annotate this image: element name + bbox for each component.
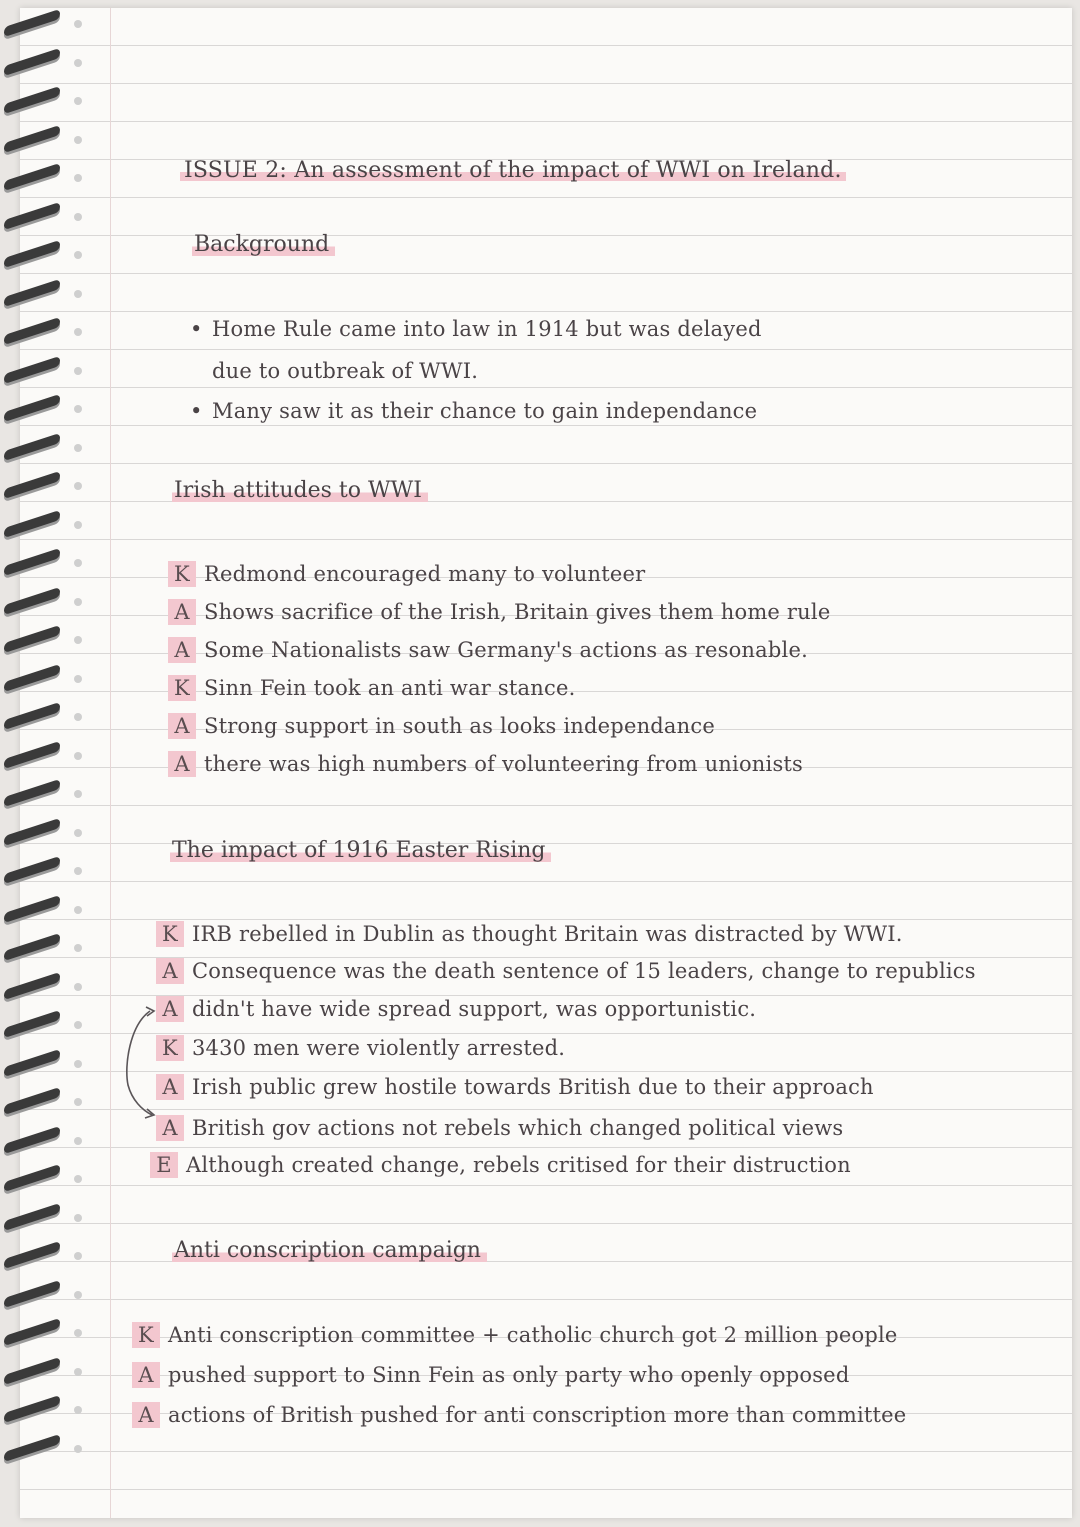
punch-hole [74,713,82,721]
spiral-ring [4,856,60,884]
spiral-ring [4,702,60,730]
analysis-marker: A [168,713,196,739]
analysis-marker: A [168,751,196,777]
punch-hole [74,752,82,760]
spiral-ring [4,240,60,268]
punch-hole [74,444,82,452]
punch-hole [74,906,82,914]
key-marker: K [156,921,184,947]
bullet-icon: • [190,317,203,341]
key-marker: K [168,561,196,587]
list-item-text: actions of British pushed for anti conscription more than committee [168,1403,907,1427]
list-item [168,561,645,587]
spiral-ring [4,586,60,614]
key-marker: K [132,1322,160,1348]
spiral-ring [4,779,60,807]
analysis-marker: A [168,599,196,625]
analysis-marker: A [132,1362,160,1388]
punch-hole [74,675,82,683]
punch-hole [74,790,82,798]
spiral-ring [4,278,60,306]
punch-hole [74,174,82,182]
spiral-ring [4,1279,60,1307]
list-item [168,751,803,777]
spiral-ring [4,625,60,653]
analysis-marker: A [156,996,184,1022]
punch-hole [74,1368,82,1376]
list-item-text: due to outbreak of WWI. [212,359,479,383]
punch-hole [74,559,82,567]
punch-hole [74,1252,82,1260]
punch-hole [74,636,82,644]
punch-hole [74,1175,82,1183]
spiral-ring [4,1356,60,1384]
list-item-text: Home Rule came into law in 1914 but was delayed [212,317,762,341]
punch-hole [74,1098,82,1106]
punch-hole [74,290,82,298]
spiral-ring [4,1164,60,1192]
punch-hole [74,1021,82,1029]
punch-hole [74,59,82,67]
punch-hole [74,251,82,259]
punch-hole [74,1060,82,1068]
spiral-ring [4,432,60,460]
spiral-ring [4,9,60,37]
punch-hole [74,521,82,529]
punch-hole [74,482,82,490]
list-item [156,1074,874,1100]
list-item [168,675,575,701]
section-heading-background: Background [192,232,335,258]
list-item [156,1115,843,1141]
spiral-ring [4,1125,60,1153]
punch-hole [74,1137,82,1145]
connector-arrow-icon [120,1005,160,1120]
spiral-ring [4,1318,60,1346]
punch-hole [74,1291,82,1299]
analysis-marker: A [132,1402,160,1428]
list-item [190,316,762,342]
spiral-ring [4,317,60,345]
punch-hole [74,20,82,28]
list-item-text: British gov actions not rebels which changed political views [192,1116,844,1140]
punch-hole [74,1214,82,1222]
spiral-ring [4,1202,60,1230]
page-title [180,158,846,184]
spiral-ring [4,663,60,691]
evaluation-marker: E [150,1152,178,1178]
punch-hole [74,1445,82,1453]
spiral-ring [4,163,60,191]
punch-hole [74,328,82,336]
section-heading-easter-rising: The impact of 1916 Easter Rising [170,838,551,864]
punch-hole [74,405,82,413]
spiral-binding [0,0,100,1527]
spiral-ring [4,124,60,152]
spiral-ring [4,509,60,537]
punch-hole [74,867,82,875]
list-item [132,1362,849,1388]
list-item-text: Irish public grew hostile towards British due to their approach [192,1075,874,1099]
list-item [156,958,976,984]
list-item [150,1152,851,1178]
spiral-ring [4,1395,60,1423]
punch-hole [74,983,82,991]
punch-hole [74,213,82,221]
punch-hole [74,944,82,952]
spiral-ring [4,740,60,768]
spiral-ring [4,1048,60,1076]
spiral-ring [4,1087,60,1115]
spiral-ring [4,971,60,999]
punch-hole [74,829,82,837]
list-item-text: Shows sacrifice of the Irish, Britain gives them home rule [204,600,831,624]
list-item [156,996,756,1022]
list-item-text: 3430 men were violently arrested. [192,1036,566,1060]
margin-line [110,8,111,1518]
section-heading-irish-attitudes: Irish attitudes to WWI [172,478,428,504]
punch-hole [74,97,82,105]
key-marker: K [156,1035,184,1061]
list-item-text: Many saw it as their chance to gain independance [212,399,758,423]
list-item-text: Anti conscription committee + catholic church got 2 million people [168,1323,898,1347]
list-item-text: Although created change, rebels critised for their distruction [186,1153,851,1177]
spiral-ring [4,86,60,114]
key-marker: K [168,675,196,701]
spiral-ring [4,548,60,576]
list-item [168,713,715,739]
list-item [132,1402,906,1428]
punch-hole [74,1406,82,1414]
list-item-text: there was high numbers of volunteering from unionists [204,752,804,776]
spiral-ring [4,201,60,229]
spiral-ring [4,1241,60,1269]
list-item [132,1322,898,1348]
bullet-icon: • [190,399,203,423]
punch-hole [74,136,82,144]
list-item [168,599,830,625]
spiral-ring [4,894,60,922]
list-item [190,398,757,424]
page-title-text: ISSUE 2: An assessment of the impact of WWI on Ireland. [180,158,846,183]
spiral-ring [4,471,60,499]
list-item [168,637,808,663]
list-item-text: pushed support to Sinn Fein as only party who openly opposed [168,1363,850,1387]
list-item-text: Redmond encouraged many to volunteer [204,562,646,586]
analysis-marker: A [156,1115,184,1141]
spiral-ring [4,1010,60,1038]
analysis-marker: A [156,958,184,984]
list-item-text: Sinn Fein took an anti war stance. [204,676,576,700]
list-item-text: Consequence was the death sentence of 15 leaders, change to republics [192,959,976,983]
list-item-text: IRB rebelled in Dublin as thought Britain was distracted by WWI. [192,922,903,946]
analysis-marker: A [168,637,196,663]
punch-hole [74,598,82,606]
spiral-ring [4,394,60,422]
section-heading-anti-conscription: Anti conscription campaign [172,1238,487,1264]
spiral-ring [4,1433,60,1461]
list-item [212,358,478,384]
list-item-text: Some Nationalists saw Germany's actions as resonable. [204,638,808,662]
spiral-ring [4,817,60,845]
punch-hole [74,367,82,375]
spiral-ring [4,47,60,75]
spiral-ring [4,933,60,961]
punch-hole [74,1329,82,1337]
analysis-marker: A [156,1074,184,1100]
list-item [156,921,903,947]
list-item-text: Strong support in south as looks independance [204,714,715,738]
list-item [156,1035,565,1061]
spiral-ring [4,355,60,383]
list-item-text: didn't have wide spread support, was opportunistic. [192,997,757,1021]
